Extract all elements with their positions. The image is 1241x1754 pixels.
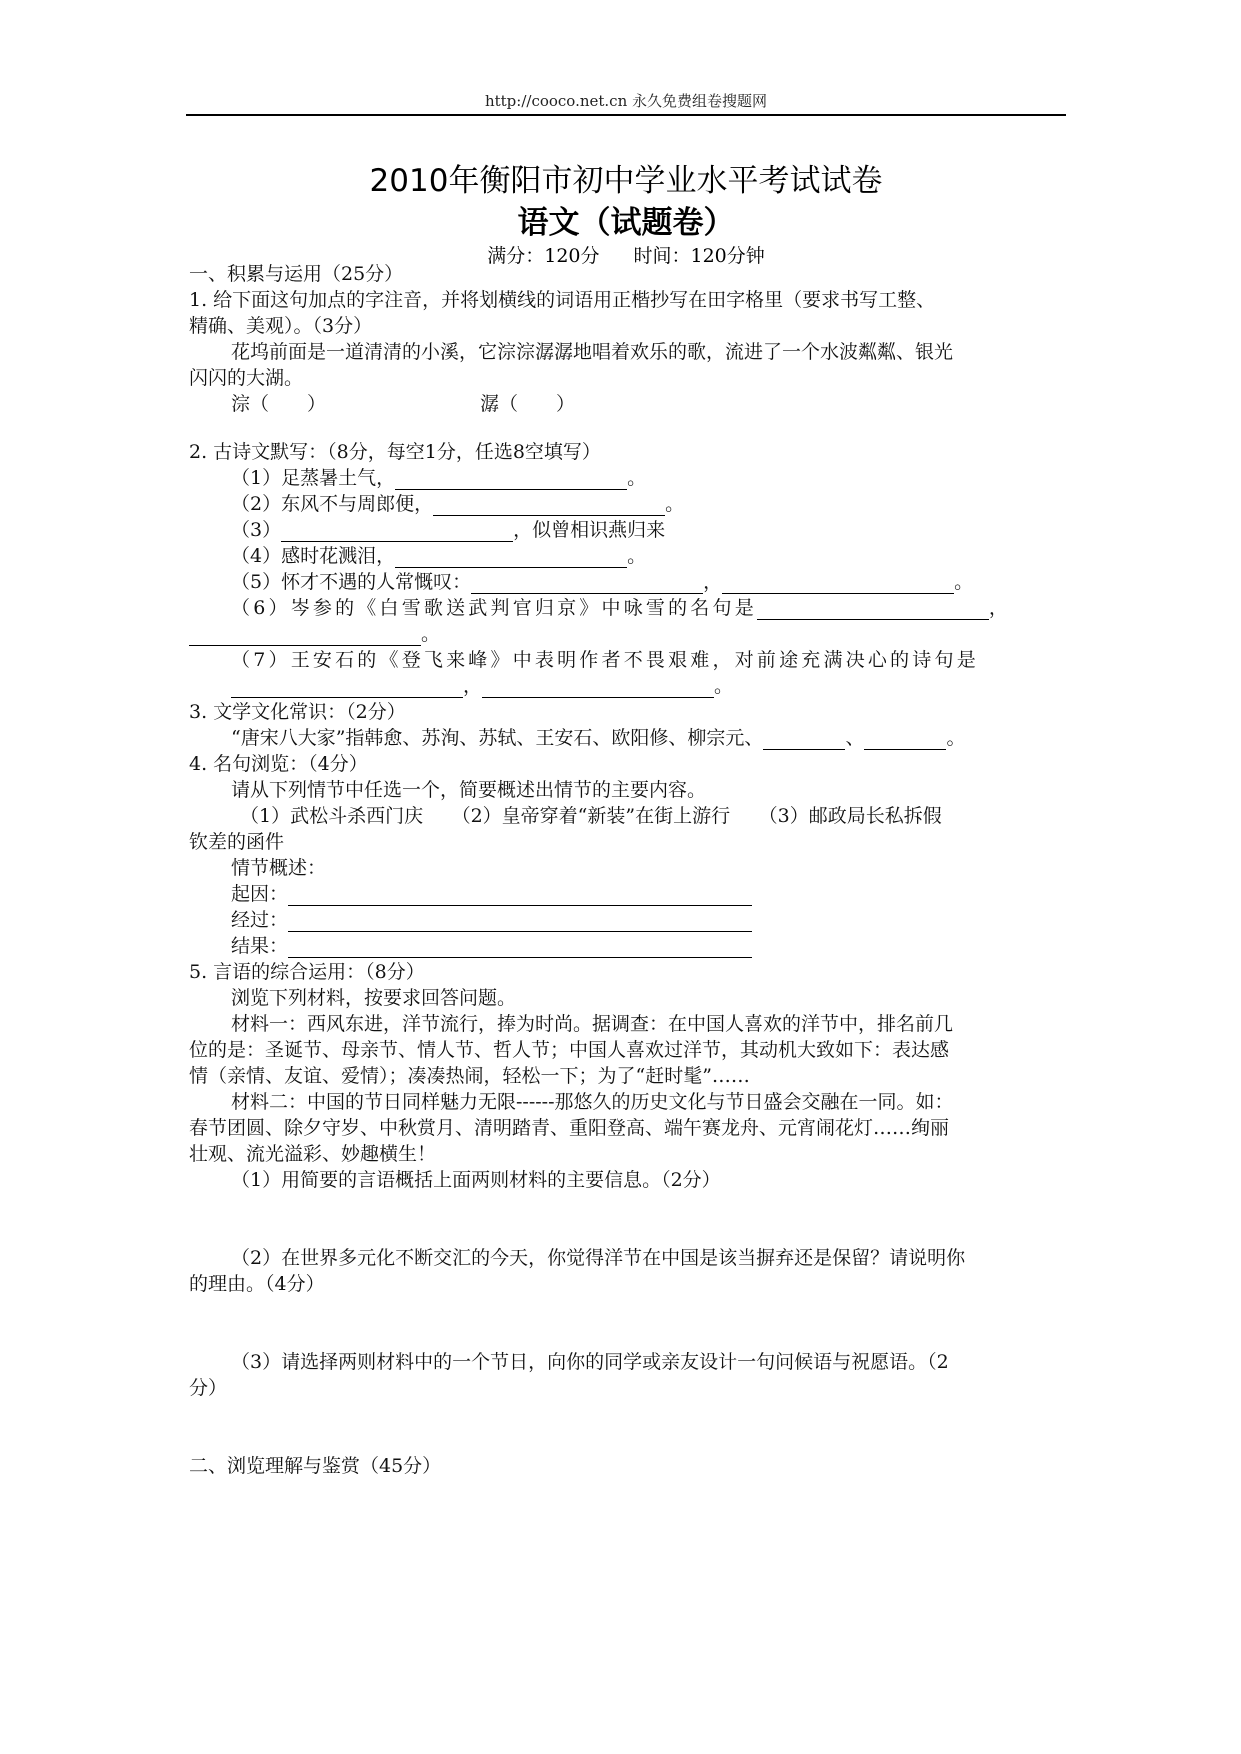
answer-blank[interactable] — [395, 547, 627, 568]
q5-heading: 5. 言语的综合运用：（8分） — [189, 961, 425, 983]
q2-item3: （3） ，似曾相识燕归来 — [231, 519, 666, 541]
header-rule — [186, 114, 1066, 116]
q2-item1: （1）足蒸暑土气， 。 — [231, 467, 647, 489]
q1-passage-line2: 闪闪的大湖。 — [189, 367, 304, 389]
q2-item6: （6）岑参的《白雪歌送武判官归京》中咏雪的名句是 ， — [231, 597, 1012, 619]
answer-blank[interactable] — [482, 677, 714, 698]
exam-time: 时间：120分钟 — [633, 245, 765, 267]
answer-blank[interactable] — [864, 729, 946, 750]
q1-char2: 潺（ ） — [480, 393, 576, 415]
q5-material1-line2: 位的是：圣诞节、母亲节、情人节、哲人节；中国人喜欢过洋节，其动机大致如下：表达感 — [189, 1039, 950, 1061]
q4-instruction: 请从下列情节中任选一个，简要概述出情节的主要内容。 — [231, 779, 707, 801]
q4-summary-label: 情节概述： — [231, 857, 327, 879]
q5-sub2-line2: 的理由。（4分） — [189, 1273, 325, 1295]
q5-material1-line3: 情（亲情、友谊、爱情）；凑凑热闹，轻松一下；为了“赶时髦”…… — [189, 1065, 750, 1087]
answer-blank[interactable] — [288, 911, 752, 932]
section2-heading: 二、浏览理解与鉴赏（45分） — [189, 1455, 442, 1477]
exam-title: 2010年衡阳市初中学业水平考试试卷 — [369, 163, 883, 199]
q5-material2-line2: 春节团圆、除夕守岁、中秋赏月、清明踏青、重阳登高、端午赛龙舟、元宵闹花灯……绚丽 — [189, 1117, 950, 1139]
q5-material2-line1: 材料二：中国的节日同样魅力无限------那悠久的历史文化与节日盛会交融在一同。如： — [231, 1091, 954, 1113]
q4-cause: 起因： — [231, 882, 752, 906]
q3-heading: 3. 文学文化常识：（2分） — [189, 701, 406, 723]
q2-item5: （5）怀才不遇的人常慨叹： ， 。 — [231, 571, 974, 593]
answer-blank[interactable] — [395, 469, 627, 490]
answer-blank[interactable] — [722, 573, 954, 594]
q4-options-cont: 钦差的函件 — [189, 831, 285, 853]
q5-sub1: （1）用简要的言语概括上面两则材料的主要信息。（2分） — [231, 1169, 721, 1191]
q5-material1-line1: 材料一：西风东进，洋节流行，捧为时尚。据调查：在中国人喜欢的洋节中，排名前几 — [231, 1013, 954, 1035]
q2-item2: （2）东风不与周郎便， 。 — [231, 493, 685, 515]
q5-instruction: 浏览下列材料，按要求回答问题。 — [231, 987, 517, 1009]
q5-sub2-line1: （2）在世界多元化不断交汇的今天，你觉得洋节在中国是该当摒弃还是保留？请说明你 — [231, 1247, 966, 1269]
section1-heading: 一、积累与运用（25分） — [189, 263, 404, 285]
answer-blank[interactable] — [757, 599, 989, 620]
answer-blank[interactable] — [471, 573, 703, 594]
q4-options: （1）武松斗杀西门庆 （2）皇帝穿着“新装”在街上游行 （3）邮政局长私拆假 — [240, 805, 942, 827]
q1-char1: 淙（ ） — [231, 393, 327, 415]
q1-line1: 1. 给下面这句加点的字注音，并将划横线的词语用正楷抄写在田字格里（要求书写工整、 — [189, 289, 936, 311]
full-score: 满分：120分 — [487, 245, 600, 267]
answer-blank[interactable] — [763, 729, 845, 750]
q2-item4: （4）感时花溅泪， 。 — [231, 545, 647, 567]
q4-heading: 4. 名句浏览：（4分） — [189, 753, 368, 775]
q3-text: “唐宋八大家”指韩愈、苏洵、苏轼、王安石、欧阳修、柳宗元、 、 。 — [231, 727, 966, 749]
answer-blank[interactable] — [231, 677, 463, 698]
q4-result: 结果： — [231, 934, 752, 958]
q5-sub3-line1: （3）请选择两则材料中的一个节日，向你的同学或亲友设计一句问候语与祝愿语。（2 — [231, 1351, 949, 1373]
q4-process: 经过： — [231, 908, 752, 932]
q2-item7: （7）王安石的《登飞来峰》中表明作者不畏艰难，对前途充满决心的诗句是 — [231, 649, 979, 671]
exam-subtitle: 语文（试题卷） — [517, 205, 735, 241]
q2-item6-cont: 。 — [189, 622, 440, 646]
page-header: http://cooco.net.cn 永久免费组卷搜题网 — [484, 92, 768, 110]
q5-material2-line3: 壮观、流光溢彩、妙趣横生！ — [189, 1143, 437, 1165]
answer-blank[interactable] — [281, 521, 513, 542]
q5-sub3-line2: 分） — [189, 1377, 228, 1399]
answer-blank[interactable] — [288, 885, 752, 906]
answer-blank[interactable] — [433, 495, 665, 516]
q2-heading: 2. 古诗文默写：（8分，每空1分，任选8空填写） — [189, 441, 601, 463]
answer-blank[interactable] — [288, 937, 752, 958]
q2-item7-cont: ， 。 — [231, 674, 733, 698]
q1-line2: 精确、美观）。（3分） — [189, 315, 373, 337]
q1-passage-line1: 花坞前面是一道清清的小溪，它淙淙潺潺地唱着欢乐的歌，流进了一个水波粼粼、银光 — [231, 341, 954, 363]
answer-blank[interactable] — [189, 625, 421, 646]
